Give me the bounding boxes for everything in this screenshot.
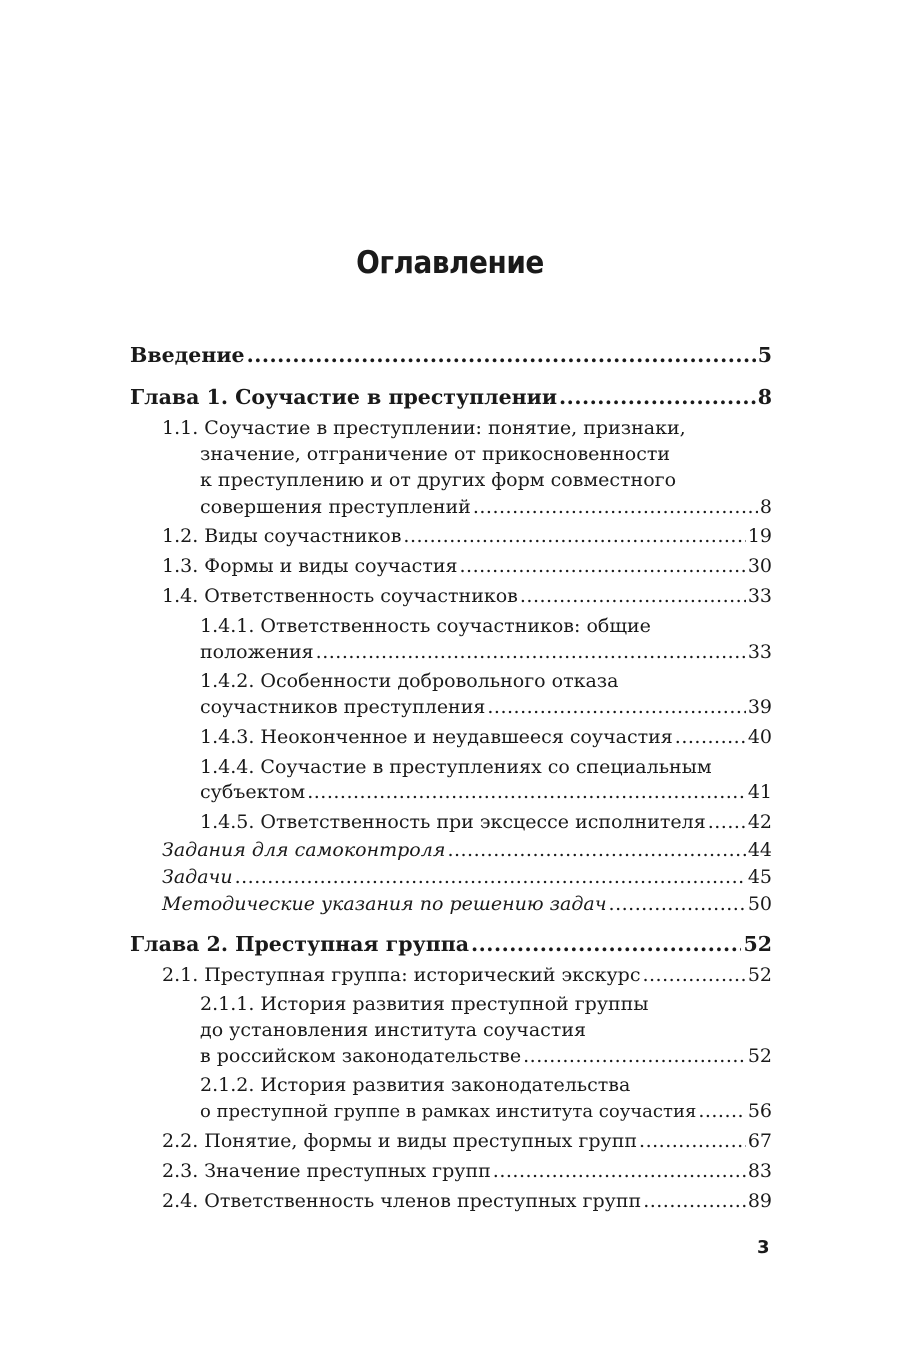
- toc-entry-1-2[interactable]: [162, 523, 772, 549]
- dot-leader: [639, 1128, 746, 1154]
- toc-entry-1-1-line-1[interactable]: 1.1. Соучастие в преступлении: понятие, признаки,: [162, 417, 686, 439]
- dot-leader: [642, 962, 745, 988]
- toc-entry-1-4-4[interactable]: [200, 779, 772, 805]
- toc-entry-method[interactable]: [162, 891, 772, 917]
- toc-entry-1-4-2-line-1[interactable]: 1.4.2. Особенности добровольного отказа: [200, 670, 619, 692]
- toc-page-number: 52: [747, 964, 772, 986]
- toc-entry-1-1-line-3[interactable]: к преступлению и от других форм совместного: [200, 469, 677, 491]
- toc-entry-title: соучастников преступления: [200, 696, 486, 718]
- dot-leader: [559, 384, 756, 410]
- toc-page-number: 33: [747, 585, 772, 607]
- toc-page-number: 8: [757, 385, 772, 409]
- toc-entry-2-1-1[interactable]: [200, 1043, 772, 1069]
- dot-leader: [675, 724, 746, 750]
- toc-entry-title: 1.4.5. Ответственность при эксцессе исполнителя: [200, 811, 706, 833]
- dot-leader: [471, 931, 741, 957]
- toc-entry-1-4[interactable]: [162, 583, 772, 609]
- toc-entry-title: 2.2. Понятие, формы и виды преступных групп: [162, 1130, 638, 1152]
- dot-leader: [698, 1098, 746, 1124]
- dot-leader: [520, 583, 746, 609]
- toc-page-number: 40: [747, 726, 772, 748]
- toc-entry-1-4-1[interactable]: [200, 639, 772, 665]
- toc-entry-chapter-1[interactable]: [130, 384, 772, 410]
- toc-entry-title: 1.4.3. Неоконченное и неудавшееся соучастия: [200, 726, 673, 748]
- toc-entry-title: 1.3. Формы и виды соучастия: [162, 555, 458, 577]
- toc-entry-title: положения: [200, 641, 314, 663]
- toc-page-number: 8: [759, 496, 772, 518]
- toc-page-number: 52: [743, 932, 772, 956]
- toc-page-number: 33: [747, 641, 772, 663]
- toc-entry-1-4-2[interactable]: [200, 694, 772, 720]
- toc-page-number: 52: [747, 1045, 772, 1067]
- dot-leader: [307, 779, 746, 805]
- dot-leader: [643, 1188, 746, 1214]
- toc-entry-title: 1.2. Виды соучастников: [162, 525, 402, 547]
- toc-entry-2-1[interactable]: [162, 962, 772, 988]
- toc-entry-title: Глава 1. Соучастие в преступлении: [130, 385, 558, 409]
- toc-entry-tasks[interactable]: [162, 864, 772, 890]
- dot-leader: [708, 809, 746, 835]
- toc-page-number: 41: [747, 781, 772, 803]
- toc-entry-2-1-2-line-1[interactable]: 2.1.2. История развития законодательства: [200, 1074, 631, 1096]
- dot-leader: [473, 494, 758, 520]
- toc-entry-2-4[interactable]: [162, 1188, 772, 1214]
- toc-page-number: 50: [747, 893, 772, 915]
- toc-entry-title: Задания для самоконтроля: [162, 839, 446, 861]
- toc-page-number: 44: [747, 839, 772, 861]
- toc-entry-title: Глава 2. Преступная группа: [130, 932, 470, 956]
- toc-page-number: 83: [747, 1160, 772, 1182]
- toc-entry-1-1[interactable]: [200, 494, 772, 520]
- toc-page-number: 30: [747, 555, 772, 577]
- toc-entry-2-2[interactable]: [162, 1128, 772, 1154]
- toc-entry-title: о преступной группе в рамках института соучастия: [200, 1101, 697, 1122]
- toc-entry-1-1-line-2[interactable]: значение, отграничение от прикосновенности: [200, 443, 671, 465]
- toc-entry-title: Введение: [130, 343, 245, 367]
- page-title: Оглавление: [356, 245, 544, 281]
- toc-entry-title: в российском законодательстве: [200, 1045, 522, 1067]
- toc-entry-1-4-1-line-1[interactable]: 1.4.1. Ответственность соучастников: общие: [200, 615, 651, 637]
- toc-entry-chapter-2[interactable]: [130, 931, 772, 957]
- toc-entry-title: Задачи: [162, 866, 233, 888]
- dot-leader: [447, 837, 745, 863]
- toc-entry-title: 2.4. Ответственность членов преступных групп: [162, 1190, 642, 1212]
- dot-leader: [609, 891, 746, 917]
- dot-leader: [493, 1158, 746, 1184]
- toc-entry-1-4-5[interactable]: [200, 809, 772, 835]
- toc-entry-2-1-1-line-1[interactable]: 2.1.1. История развития преступной группы: [200, 993, 649, 1015]
- page-number: 3: [757, 1237, 770, 1258]
- toc-entry-2-1-2[interactable]: [200, 1098, 772, 1125]
- dot-leader: [523, 1043, 746, 1069]
- dot-leader: [459, 553, 745, 579]
- toc-page-number: 39: [747, 696, 772, 718]
- toc-entry-title: Методические указания по решению задач: [162, 893, 607, 915]
- dot-leader: [316, 639, 746, 665]
- toc-entry-2-3[interactable]: [162, 1158, 772, 1184]
- toc-page-number: 89: [747, 1190, 772, 1212]
- dot-leader: [487, 694, 745, 720]
- toc-page-number: 42: [747, 811, 772, 833]
- toc-page-number: 19: [747, 525, 772, 547]
- toc-entry-title: совершения преступлений: [200, 496, 471, 518]
- toc-page-number: 5: [757, 343, 772, 367]
- toc-entry-2-1-1-line-2[interactable]: до установления института соучастия: [200, 1019, 586, 1041]
- toc-entry-self-control[interactable]: [162, 837, 772, 863]
- toc-entry-1-4-3[interactable]: [200, 724, 772, 750]
- toc-page-number: 67: [747, 1130, 772, 1152]
- toc-entry-intro[interactable]: [130, 342, 772, 368]
- toc-entry-title: 2.1. Преступная группа: исторический экскурс: [162, 964, 641, 986]
- toc-entry-1-4-4-line-1[interactable]: 1.4.4. Соучастие в преступлениях со специальным: [200, 756, 712, 778]
- toc-page-number: 56: [747, 1100, 772, 1122]
- dot-leader: [403, 523, 745, 549]
- toc-entry-title: 1.4. Ответственность соучастников: [162, 585, 518, 607]
- toc-entry-title: 2.3. Значение преступных групп: [162, 1160, 491, 1182]
- toc-entry-1-3[interactable]: [162, 553, 772, 579]
- toc-entry-title: субъектом: [200, 781, 306, 803]
- dot-leader: [235, 864, 746, 890]
- dot-leader: [247, 342, 756, 368]
- toc-page-number: 45: [747, 866, 772, 888]
